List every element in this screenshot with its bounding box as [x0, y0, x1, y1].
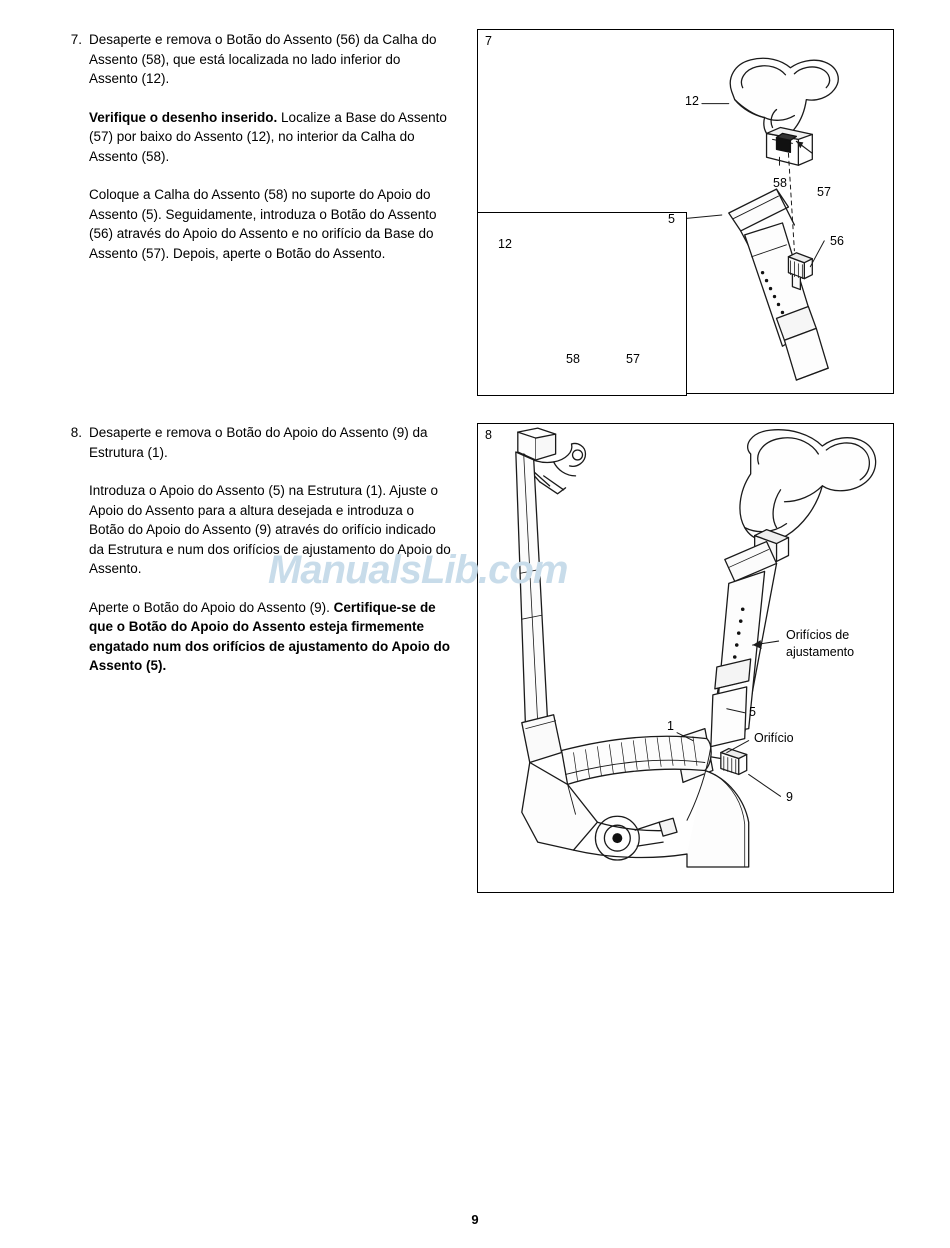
figure-7-callout-56: 56 [830, 234, 844, 248]
step-7 [56, 30, 451, 263]
figure-8-callout-orificio: Orifício [754, 731, 794, 745]
step-8-paragraph-3-lead: Aperte o Botão do Apoio do Assento (9). [89, 599, 334, 615]
page-number: 9 [471, 1212, 479, 1227]
step-8-paragraph-2: Introduza o Apoio do Assento (5) na Estrutura (1). Ajuste o Apoio do Assento para a altura desejada e introduza o Botão do Apoio do Assento (9) através do orifício indicado da Estrutura e num dos orifícios de ajustamento do Apoio do Assento. [89, 483, 451, 576]
figure-7-inset-callout-58: 58 [566, 352, 580, 366]
step-7-body [89, 30, 451, 263]
step-7-paragraph-2 [89, 108, 451, 167]
watermark: ManualsLib.com [268, 548, 568, 592]
step-7-paragraph-2-rest: Localize a Base do Assento (57) por baixo do Assento (12), no interior da Calha do Assento (58). [89, 109, 447, 164]
figure-7-label: 7 [485, 34, 492, 48]
figure-8-callout-1: 1 [667, 719, 674, 733]
step-8-paragraph-1: Desaperte e remova o Botão do Apoio do Assento (9) da Estrutura (1). [89, 425, 428, 460]
step-7-paragraph-2-lead: Verifique o desenho inserido. [89, 109, 278, 125]
figure-7-callout-12: 12 [685, 94, 699, 108]
figure-8-callout-9: 9 [786, 790, 793, 804]
step-8-paragraph-3-bold: Certifique-se de que o Botão do Apoio do Assento esteja firmemente engatado num dos orifícios de ajustamento do Apoio do Assento (5). [89, 599, 451, 673]
figure-7-callout-5: 5 [668, 212, 675, 226]
figure-8 [477, 423, 894, 893]
step-8-paragraph-3 [89, 598, 451, 676]
figure-7-inset-callout-12: 12 [498, 237, 512, 251]
figure-7-callout-58: 58 [773, 176, 787, 190]
step-7-number: 7. [70, 32, 82, 47]
figure-8-callout-adjust-holes-line1: Orifícios de [786, 628, 850, 642]
figure-8-callout-adjust-holes-line2: ajustamento [786, 645, 855, 659]
step-7-paragraph-1: Desaperte e remova o Botão do Assento (56) da Calha do Assento (58), que está localizada no lado inferior do Assento (12). [89, 32, 437, 86]
figure-7 [477, 29, 894, 394]
figure-8-callout-5: 5 [749, 705, 756, 719]
step-7-paragraph-3: Coloque a Calha do Assento (58) no suporte do Apoio do Assento (5). Seguidamente, introduza o Botão do Assento (56) através do Apoio do Assento e no orifício da Base do Assento (57). Depois, aperte o Botão do Assento. [89, 187, 437, 261]
figure-7-inset-callout-57: 57 [626, 352, 640, 366]
figure-7-callout-57: 57 [817, 185, 831, 199]
step-8-number: 8. [70, 425, 82, 440]
figure-8-label: 8 [485, 428, 492, 442]
